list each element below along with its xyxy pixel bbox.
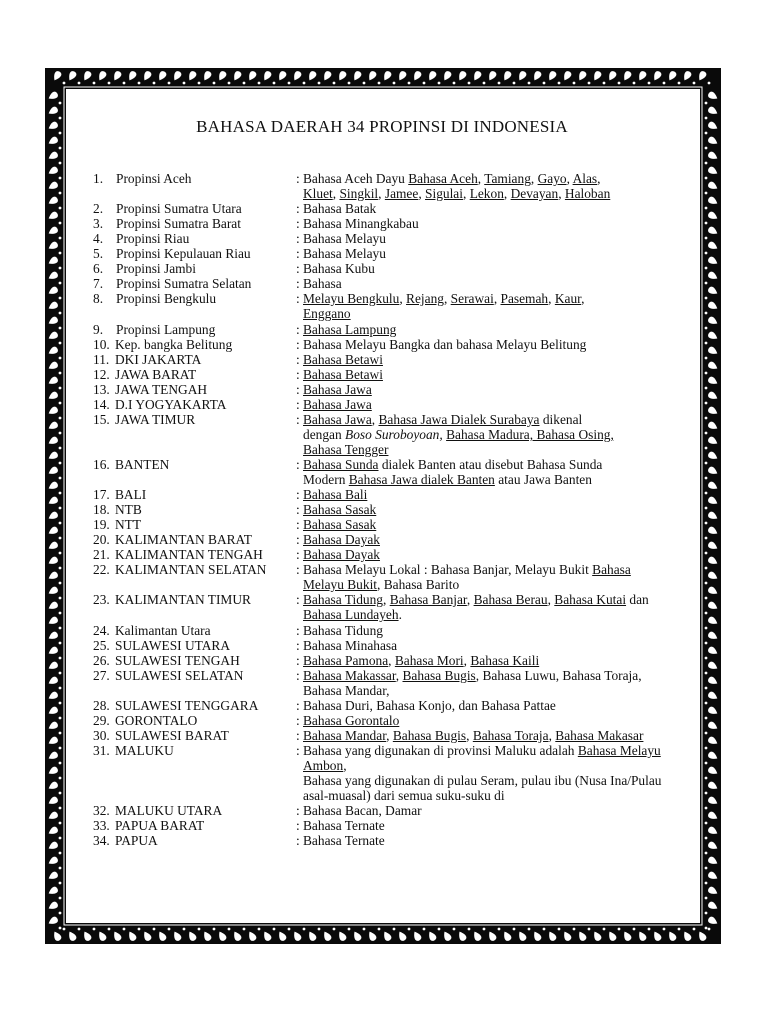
language-text-line [303,276,342,291]
language-text: , [388,653,395,668]
language-text: , [477,171,485,186]
language-text-line [303,743,661,758]
language-link[interactable]: Bahasa Madura, Bahasa Osing, [446,427,614,442]
province-name: DKI JAKARTA [115,352,202,367]
language-text-line [303,668,642,683]
province-name: NTB [115,502,142,517]
item-number: 2. [93,201,104,216]
language-link[interactable]: Sigulai [425,186,463,201]
language-text: , [548,291,555,306]
province-name: Propinsi Kepulauan Riau [116,246,251,261]
language-text: Bahasa Ternate [303,818,385,833]
province-name: Propinsi Aceh [116,171,192,186]
language-link[interactable]: Bahasa Makassar [303,668,396,683]
separator-colon: : [296,547,300,562]
language-link[interactable]: Lekon [469,186,504,201]
language-text-line [303,683,389,698]
language-text: Bahasa Bacan, Damar [303,803,422,818]
language-link[interactable]: Bahasa Kutai [554,592,627,607]
item-number: 27. [93,668,110,683]
separator-colon: : [296,397,300,412]
language-text: Bahasa Ternate [303,833,385,848]
language-text: Bahasa Melayu [303,231,386,246]
language-link[interactable]: Bahasa Bali [303,487,368,502]
province-name: JAWA BARAT [115,367,197,382]
separator-colon: : [296,803,300,818]
language-text-line [303,592,649,607]
language-link[interactable]: Bahasa Lundayeh [303,607,399,622]
language-link[interactable]: Bahasa Sasak [303,517,377,532]
item-number: 24. [93,623,110,638]
language-link[interactable]: Bahasa Betawi [303,367,383,382]
language-text-line [303,427,614,442]
language-text: dengan [303,427,346,442]
separator-colon: : [296,818,300,833]
separator-colon: : [296,562,300,577]
language-text: , [371,412,379,427]
language-link[interactable]: Gayo [537,171,567,186]
language-text: dialek Banten atau disebut Bahasa Sunda [378,457,603,472]
province-name: SULAWESI TENGAH [115,653,240,668]
language-link[interactable]: Bahasa [592,562,631,577]
language-text: , [503,186,511,201]
language-text-line [303,457,602,472]
language-text: , [493,291,501,306]
language-text: asal-muasal) dari semua suku-suku di [303,788,505,803]
language-text-line [303,788,505,803]
province-name: SULAWESI UTARA [115,638,231,653]
item-number: 33. [93,818,110,833]
item-number: 32. [93,803,110,818]
language-text: , [597,171,601,186]
item-number: 5. [93,246,104,261]
language-text: Bahasa Melayu [303,246,386,261]
language-link[interactable]: Rejang [406,291,444,306]
language-text: , [463,653,471,668]
language-link[interactable]: Bahasa Jawa dialek Banten [348,472,495,487]
province-name: Propinsi Bengkulu [116,291,217,306]
language-text: , [581,291,585,306]
language-link[interactable]: Ambon [303,758,344,773]
language-text-line [303,638,397,653]
language-text: Bahasa yang digunakan di pulau Seram, pulau ibu (Nusa Ina/Pulau [303,773,662,788]
separator-colon: : [296,743,300,758]
separator-colon: : [296,713,300,728]
item-number: 4. [93,231,104,246]
separator-colon: : [296,487,300,502]
item-number: 18. [93,502,110,517]
language-text: , [558,186,565,201]
item-number: 12. [93,367,110,382]
item-number: 7. [93,276,104,291]
province-name: KALIMANTAN BARAT [115,532,252,547]
province-name: Propinsi Riau [116,231,190,246]
province-name: JAWA TENGAH [115,382,208,397]
language-text: , [332,186,340,201]
separator-colon: : [296,291,300,306]
language-link[interactable]: Bahasa Tengger [303,442,389,457]
item-number: 34. [93,833,110,848]
language-text: , [462,186,470,201]
item-number: 6. [93,261,104,276]
separator-colon: : [296,382,300,397]
language-text-line [303,322,396,337]
language-link[interactable]: Bahasa Lampung [303,322,397,337]
language-text-line [303,577,459,592]
language-text-line [303,201,376,216]
language-text: Bahasa Duri, Bahasa Konjo, dan Bahasa Pattae [303,698,556,713]
language-text-line [303,728,643,743]
separator-colon: : [296,216,300,231]
language-text: Modern [303,472,349,487]
language-text-line [303,231,386,246]
language-text: Bahasa Minahasa [303,638,398,653]
language-link[interactable]: Bahasa Jawa [303,382,372,397]
item-number: 28. [93,698,110,713]
language-text: Bahasa Melayu Bangka dan bahasa Melayu Belitung [303,337,587,352]
item-number: 17. [93,487,110,502]
separator-colon: : [296,246,300,261]
province-name: D.I YOGYAKARTA [115,397,227,412]
separator-colon: : [296,623,300,638]
language-text-line [303,382,372,397]
language-text-line [303,562,631,577]
province-name: MALUKU [115,743,174,758]
province-name: KALIMANTAN TENGAH [115,547,263,562]
language-text-line [303,653,539,668]
province-name: BANTEN [115,457,170,472]
province-name: SULAWESI TENGGARA [115,698,259,713]
language-text-line [303,337,586,352]
province-name: SULAWESI SELATAN [115,668,244,683]
language-link[interactable]: Melayu Bengkulu [303,291,400,306]
province-name: Propinsi Lampung [116,322,216,337]
separator-colon: : [296,638,300,653]
item-number: 16. [93,457,110,472]
language-text: , [466,592,474,607]
province-name: MALUKU UTARA [115,803,223,818]
item-number: 29. [93,713,110,728]
language-text-line [303,803,422,818]
language-text: , [466,728,473,743]
language-text-line [303,291,584,306]
language-text: Boso Suroboyoan, [345,427,443,442]
item-number: 21. [93,547,110,562]
separator-colon: : [296,833,300,848]
language-link[interactable]: Bahasa Mori [394,653,464,668]
language-text-line [303,246,386,261]
item-number: 9. [93,322,104,337]
language-link[interactable]: Bahasa Jawa [303,412,372,427]
language-link[interactable]: Bahasa Kaili [470,653,540,668]
separator-colon: : [296,532,300,547]
language-text-line [303,607,402,622]
language-link[interactable]: Serawai [450,291,494,306]
item-number: 22. [93,562,110,577]
language-text: , [395,668,403,683]
language-link[interactable]: Devayan [510,186,559,201]
language-text: , [418,186,426,201]
language-link[interactable]: Haloban [564,186,611,201]
item-number: 11. [93,352,110,367]
language-text: Bahasa Kubu [303,261,375,276]
separator-colon: : [296,592,300,607]
language-text-line [303,397,372,412]
language-text: , Bahasa Luwu, Bahasa Toraja, [475,668,642,683]
language-link[interactable]: Enggano [303,306,351,321]
language-text-line [303,306,351,321]
item-number: 23. [93,592,110,607]
province-name: KALIMANTAN TIMUR [115,592,251,607]
language-text: . [398,607,402,622]
language-text-line [303,532,380,547]
province-name: Propinsi Sumatra Utara [116,201,242,216]
language-text-line [303,818,385,833]
province-name: SULAWESI BARAT [115,728,229,743]
language-text-line [303,171,601,186]
language-text-line [303,367,383,382]
separator-colon: : [296,502,300,517]
language-link[interactable]: Bahasa Makasar [555,728,644,743]
language-link[interactable]: Pasemah [500,291,549,306]
language-text: Bahasa Melayu Lokal : Bahasa Banjar, Melayu Bukit [303,562,593,577]
language-link[interactable]: Bahasa Jawa Dialek Surabaya [378,412,540,427]
language-text: , [399,291,407,306]
language-text: dan [626,592,649,607]
language-text-line [303,502,376,517]
separator-colon: : [296,728,300,743]
language-link[interactable]: Bahasa Berau [473,592,548,607]
language-text-line [303,412,582,427]
language-link[interactable]: Bahasa Betawi [303,352,383,367]
language-text-line [303,698,556,713]
language-link[interactable]: Bahasa Tidung [303,592,383,607]
item-number: 13. [93,382,110,397]
separator-colon: : [296,653,300,668]
language-text: , [548,728,556,743]
item-number: 19. [93,517,110,532]
separator-colon: : [296,698,300,713]
language-link[interactable]: Bahasa Jawa [303,397,372,412]
language-link[interactable]: Bahasa Sunda [303,457,379,472]
language-text-line [303,261,375,276]
language-link[interactable]: Bahasa Pamona [303,653,389,668]
province-name: Kalimantan Utara [115,623,211,638]
language-text: Bahasa Aceh Dayu [303,171,409,186]
separator-colon: : [296,352,300,367]
language-text: Bahasa [303,276,342,291]
language-text-line [303,773,662,788]
language-text-line [303,758,347,773]
language-text: Bahasa Tidung [303,623,383,638]
language-link[interactable]: Kaur [554,291,582,306]
separator-colon: : [296,171,300,186]
language-link[interactable]: Bahasa Toraja [472,728,549,743]
language-text-line [303,472,592,487]
language-text-line [303,623,383,638]
item-number: 20. [93,532,110,547]
separator-colon: : [296,412,300,427]
province-name: Kep. bangka Belitung [115,337,233,352]
language-text: , [443,291,451,306]
separator-colon: : [296,231,300,246]
language-text: , [386,728,393,743]
language-link[interactable]: Bahasa Sasak [303,502,377,517]
language-link[interactable]: Bahasa Bugis [402,668,476,683]
item-number: 30. [93,728,110,743]
language-link[interactable]: Bahasa Mandar [303,728,387,743]
separator-colon: : [296,201,300,216]
province-name: BALI [115,487,147,502]
page-title: BAHASA DAERAH 34 PROPINSI DI INDONESIA [196,117,568,136]
item-number: 14. [93,397,110,412]
language-text: , Bahasa Barito [377,577,460,592]
language-text-line [303,713,399,728]
language-text: Bahasa Batak [303,201,377,216]
province-name: GORONTALO [115,713,198,728]
language-text: Bahasa Minangkabau [303,216,419,231]
language-text: , [382,592,390,607]
language-link[interactable]: Bahasa Melayu [577,743,661,758]
province-name: Propinsi Sumatra Barat [116,216,241,231]
language-link[interactable]: Bahasa Bugis [392,728,467,743]
separator-colon: : [296,261,300,276]
separator-colon: : [296,276,300,291]
separator-colon: : [296,517,300,532]
separator-colon: : [296,668,300,683]
language-text: atau Jawa Banten [494,472,592,487]
language-text-line [303,833,385,848]
item-number: 31. [93,743,110,758]
separator-colon: : [296,337,300,352]
separator-colon: : [296,322,300,337]
language-text-line [303,216,419,231]
province-name: Propinsi Sumatra Selatan [116,276,252,291]
separator-colon: : [296,367,300,382]
province-name: Propinsi Jambi [116,261,196,276]
language-link[interactable]: Bahasa Dayak [303,532,380,547]
language-link[interactable]: Kluet [303,186,333,201]
language-link[interactable]: Bahasa Gorontalo [303,713,400,728]
separator-colon: : [296,457,300,472]
language-link[interactable]: Bahasa Aceh [408,171,478,186]
language-text: , [530,171,538,186]
language-link[interactable]: Melayu Bukit [303,577,378,592]
language-text: , [547,592,555,607]
language-text-line [303,352,383,367]
language-text-line [303,487,367,502]
language-link[interactable]: Tamiang [484,171,531,186]
language-text-line [303,517,376,532]
province-name: PAPUA [115,833,158,848]
language-text-line [303,442,388,457]
language-link[interactable]: Jamee [384,186,419,201]
language-text: Bahasa yang digunakan di provinsi Maluku adalah [303,743,578,758]
language-link[interactable]: Bahasa Dayak [303,547,380,562]
language-text: , [566,171,573,186]
language-text: Bahasa Mandar, [303,683,390,698]
language-text: , [343,758,347,773]
province-name: JAWA TIMUR [115,412,196,427]
language-text: , [378,186,385,201]
language-text-line [303,547,380,562]
item-number: 15. [93,412,110,427]
province-name: KALIMANTAN SELATAN [115,562,267,577]
item-number: 25. [93,638,110,653]
item-number: 3. [93,216,104,231]
province-name: NTT [115,517,142,532]
language-text-line [303,186,610,201]
language-link[interactable]: Alas [572,171,598,186]
language-link[interactable]: Bahasa Banjar [389,592,467,607]
item-number: 8. [93,291,104,306]
item-number: 1. [93,171,104,186]
province-name: PAPUA BARAT [115,818,205,833]
language-link[interactable]: Singkil [339,186,379,201]
item-number: 26. [93,653,110,668]
item-number: 10. [93,337,110,352]
language-text: dikenal [539,412,583,427]
